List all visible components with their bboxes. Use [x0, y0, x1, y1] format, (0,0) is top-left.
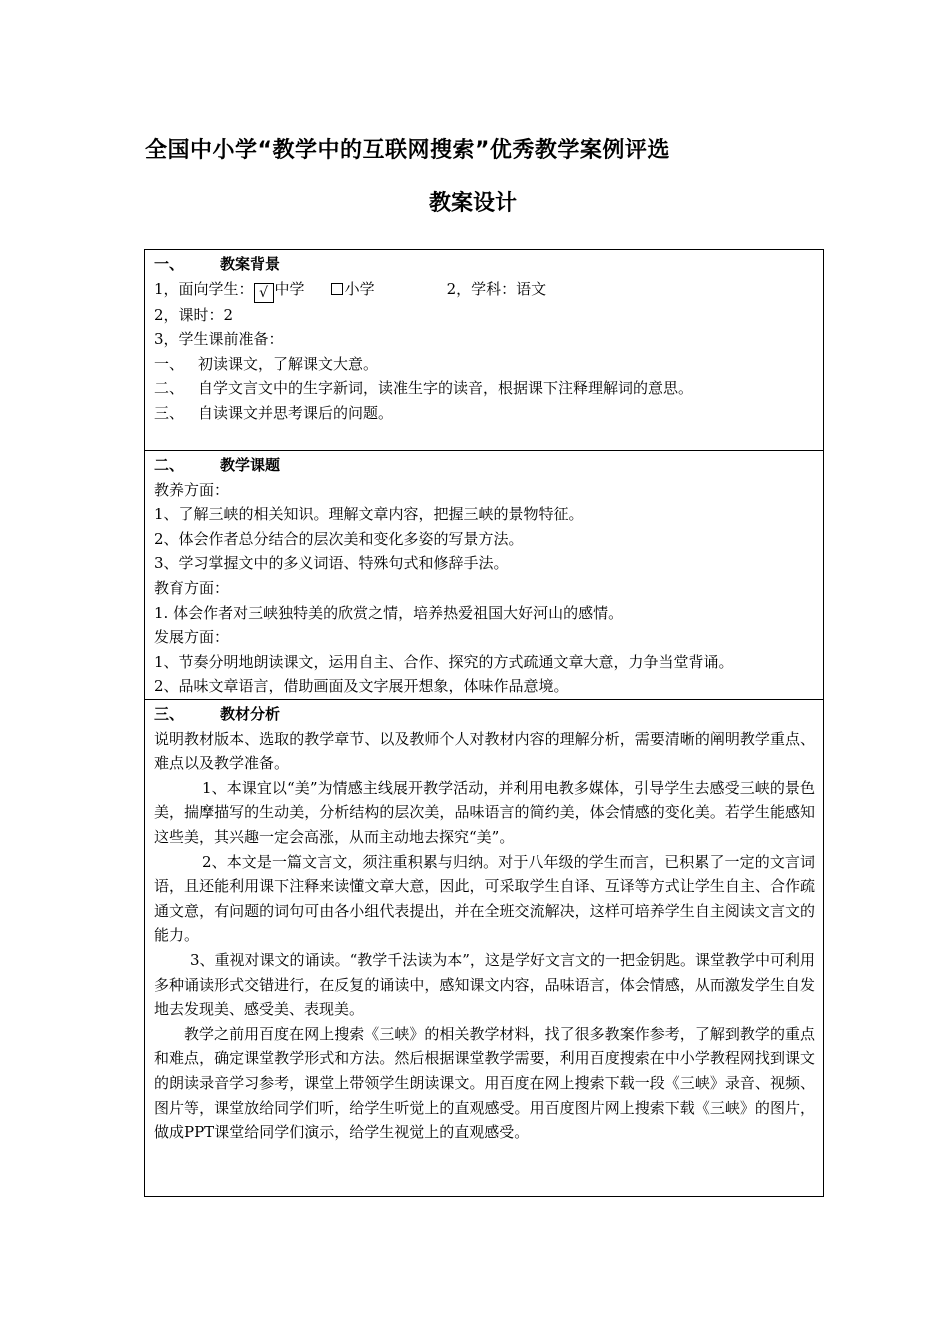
- topic-line: 教育方面：: [154, 578, 230, 597]
- middle-school-checkbox[interactable]: √: [254, 283, 274, 303]
- class-hours: 2，课时：2: [154, 305, 234, 324]
- section1-number: 一、: [154, 255, 185, 273]
- prep-item-text: 初读课文，了解课文大意。: [198, 354, 379, 373]
- topic-line: 3、学习掌握文中的多义词语、特殊句式和修辞手法。: [154, 554, 509, 573]
- section2-number: 二、: [154, 456, 185, 474]
- section3-title: 教材分析: [220, 705, 281, 723]
- prep-item: [154, 401, 815, 426]
- topic-line: 1、了解三峡的相关知识。理解文章内容，把握三峡的景物特征。: [154, 505, 584, 524]
- topic-line: 教养方面：: [154, 480, 230, 499]
- prep-label: 3，学生课前准备：: [154, 330, 284, 349]
- prep-item-text: 自学文言文中的生字新词，读准生字的读音，根据课下注释理解词的意思。: [198, 379, 694, 398]
- section3-number: 三、: [154, 705, 185, 723]
- primary-school-label: 小学: [344, 279, 375, 298]
- section1-heading: [154, 252, 815, 277]
- section2-heading: [154, 453, 815, 478]
- prep-item-text: 自读课文并思考课后的问题。: [198, 403, 394, 422]
- prep-item: [154, 376, 815, 401]
- prep-item-number: 三、: [154, 403, 185, 422]
- primary-school-checkbox[interactable]: [331, 283, 343, 295]
- analysis-paragraph-4: 教学之前用百度在网上搜索《三峡》的相关教学材料，找了很多教案作参考，了解到教学的重点和难点，确定课堂教学形式和方法。然后根据课堂教学需要，利用百度搜索在中小学教程网找到课文的朗读录音学习参考，课堂上带领学生朗读课文。用百度在网上搜索下载一段《三峡》录音、视频、图片等，课堂放给同学们听，给学生听觉上的直观感受。用百度图片网上搜索下载《三峡》的图片，做成PPT课堂给同学们演示，给学生视觉上的直观感受。: [154, 1024, 815, 1142]
- topic-line: 1. 体会作者对三峡独特美的欣赏之情，培养热爱祖国大好河山的感情。: [154, 603, 624, 622]
- section2-title: 教学课题: [220, 456, 281, 474]
- prep-item-number: 一、: [154, 354, 185, 373]
- section-teaching-topic: [144, 450, 824, 700]
- topic-line: 2、品味文章语言，借助画面及文字展开想象，体味作品意境。: [154, 677, 569, 696]
- prep-item-number: 二、: [154, 379, 185, 398]
- document-subtitle: [0, 186, 950, 217]
- analysis-intro: 说明教材版本、选取的教学章节、以及教师个人对教材内容的理解分析，需要清晰的阐明教学重点、难点以及教学准备。: [154, 729, 815, 773]
- analysis-paragraph-1: 1、本课宜以“美”为情感主线展开教学活动，并利用电教多媒体，引导学生去感受三峡的景色美，揣摩描写的生动美，分析结构的层次美，品味语言的简约美，体会情感的变化美。若学生能感知这些美，其兴趣一定会高涨，从而主动地去探究“美”。: [154, 778, 815, 846]
- prep-item: [154, 352, 815, 377]
- section3-heading: [154, 702, 815, 727]
- middle-school-label: 中学: [274, 279, 305, 298]
- topic-line: 发展方面：: [154, 628, 230, 647]
- topic-line: 2、体会作者总分结合的层次美和变化多姿的写景方法。: [154, 529, 524, 548]
- analysis-paragraph-3: 3、重视对课文的诵读。“教学千法读为本”，这是学好文言文的一把金钥匙。课堂教学中可利用多种诵读形式交错进行，在反复的诵读中，感知课文内容，品味语言，体会情感，从而激发学生自发地去发现美、感受美、表现美。: [154, 950, 815, 1019]
- section1-title: 教案背景: [220, 255, 281, 273]
- target-students-row: [154, 277, 815, 303]
- subject-label: 2，学科：语文: [446, 279, 547, 298]
- section-material-analysis: [144, 699, 824, 1197]
- target-students-label: 1，面向学生：: [154, 279, 254, 298]
- analysis-paragraph-2: 2、本文是一篇文言文，须注重积累与归纳。对于八年级的学生而言，已积累了一定的文言词语，且还能利用课下注释来读懂文章大意，因此，可采取学生自译、互译等方式让学生自主、合作疏通文意，有问题的词句可由各小组代表提出，并在全班交流解决，这样可培养学生自主阅读文言文的能力。: [154, 852, 815, 945]
- subtitle-text: 教案设计: [428, 191, 517, 216]
- document-title: 全国中小学“教学中的互联网搜索”优秀教学案例评选: [145, 138, 670, 163]
- topic-line: 1、节奏分明地朗读课文，运用自主、合作、探究的方式疏通文章大意，力争当堂背诵。: [154, 652, 734, 671]
- section-lesson-background: [144, 249, 824, 451]
